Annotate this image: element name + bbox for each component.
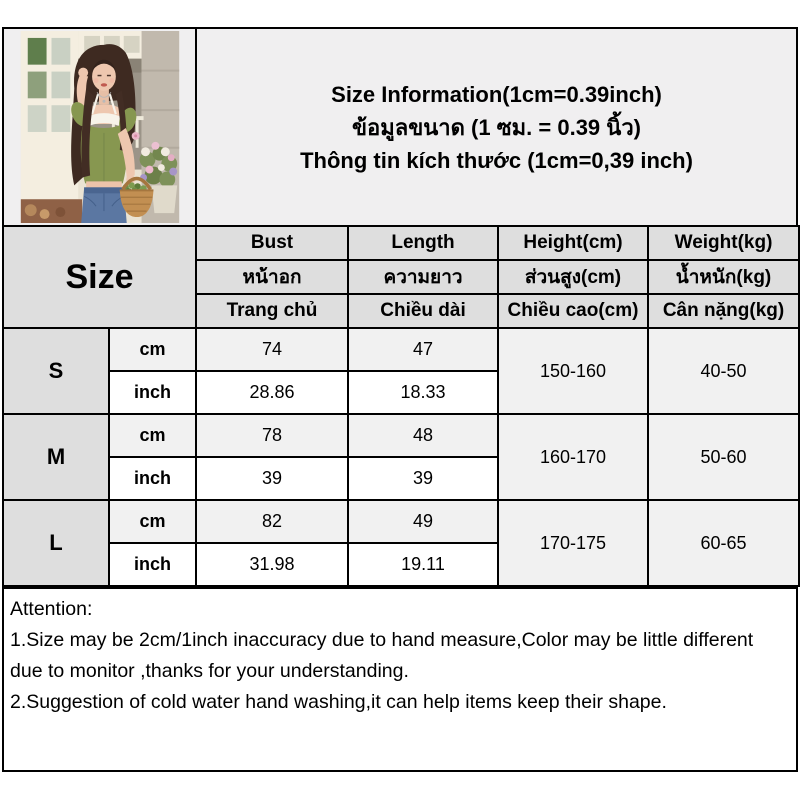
unit-l-cm: cm — [109, 500, 196, 543]
cell-s-inch-bust: 28.86 — [196, 371, 348, 414]
header-weight-vi: Cân nặng(kg) — [648, 294, 799, 328]
title-vietnamese: Thông tin kích thước (1cm=0,39 inch) — [300, 147, 693, 173]
unit-l-inch: inch — [109, 543, 196, 586]
cell-m-inch-length: 39 — [348, 457, 498, 500]
cell-m-cm-length: 48 — [348, 414, 498, 457]
cell-s-inch-length: 18.33 — [348, 371, 498, 414]
cell-m-cm-bust: 78 — [196, 414, 348, 457]
cell-s-cm-bust: 74 — [196, 328, 348, 371]
unit-s-cm: cm — [109, 328, 196, 371]
row-l-cm — [3, 500, 799, 543]
unit-s-inch: inch — [109, 371, 196, 414]
attention-heading: Attention: — [10, 598, 93, 620]
row-s-cm — [3, 328, 799, 371]
attention-note-2: 2.Suggestion of cold water hand washing,it can help items keep their shape. — [10, 691, 667, 713]
size-label-s: S — [3, 328, 109, 414]
cell-l-height: 170-175 — [498, 500, 648, 586]
cell-m-weight: 50-60 — [648, 414, 799, 500]
header-height-vi: Chiều cao(cm) — [498, 294, 648, 328]
cell-l-inch-length: 19.11 — [348, 543, 498, 586]
header-length-vi: Chiều dài — [348, 294, 498, 328]
product-photo — [20, 31, 180, 223]
header-weight-th: น้ำหนัก(kg) — [648, 260, 799, 294]
cell-s-cm-length: 47 — [348, 328, 498, 371]
attention-note-1: 1.Size may be 2cm/1inch inaccuracy due to hand measure,Color may be little different due to monitor ,thanks for your understanding. — [10, 629, 754, 682]
title-block — [197, 29, 796, 225]
unit-m-inch: inch — [109, 457, 196, 500]
cell-l-cm-bust: 82 — [196, 500, 348, 543]
header-row-en — [3, 226, 799, 260]
product-photo-cell — [4, 29, 197, 225]
cell-l-cm-length: 49 — [348, 500, 498, 543]
cell-l-inch-bust: 31.98 — [196, 543, 348, 586]
size-corner-cell: Size — [3, 226, 196, 328]
attention-section — [2, 587, 798, 772]
row-m-cm — [3, 414, 799, 457]
header-length-th: ความยาว — [348, 260, 498, 294]
title-thai: ข้อมูลขนาด (1 ซม. = 0.39 นิ้ว) — [351, 114, 641, 140]
top-section — [2, 27, 798, 227]
size-table — [2, 225, 800, 587]
cell-m-height: 160-170 — [498, 414, 648, 500]
header-bust-th: หน้าอก — [196, 260, 348, 294]
cell-l-weight: 60-65 — [648, 500, 799, 586]
size-label-l: L — [3, 500, 109, 586]
cell-m-inch-bust: 39 — [196, 457, 348, 500]
title-english: Size Information(1cm=0.39inch) — [331, 81, 662, 107]
cell-s-height: 150-160 — [498, 328, 648, 414]
header-length-en: Length — [348, 226, 498, 260]
header-height-en: Height(cm) — [498, 226, 648, 260]
header-bust-en: Bust — [196, 226, 348, 260]
header-bust-vi: Trang chủ — [196, 294, 348, 328]
header-weight-en: Weight(kg) — [648, 226, 799, 260]
cell-s-weight: 40-50 — [648, 328, 799, 414]
unit-m-cm: cm — [109, 414, 196, 457]
header-height-th: ส่วนสูง(cm) — [498, 260, 648, 294]
size-label-m: M — [3, 414, 109, 500]
